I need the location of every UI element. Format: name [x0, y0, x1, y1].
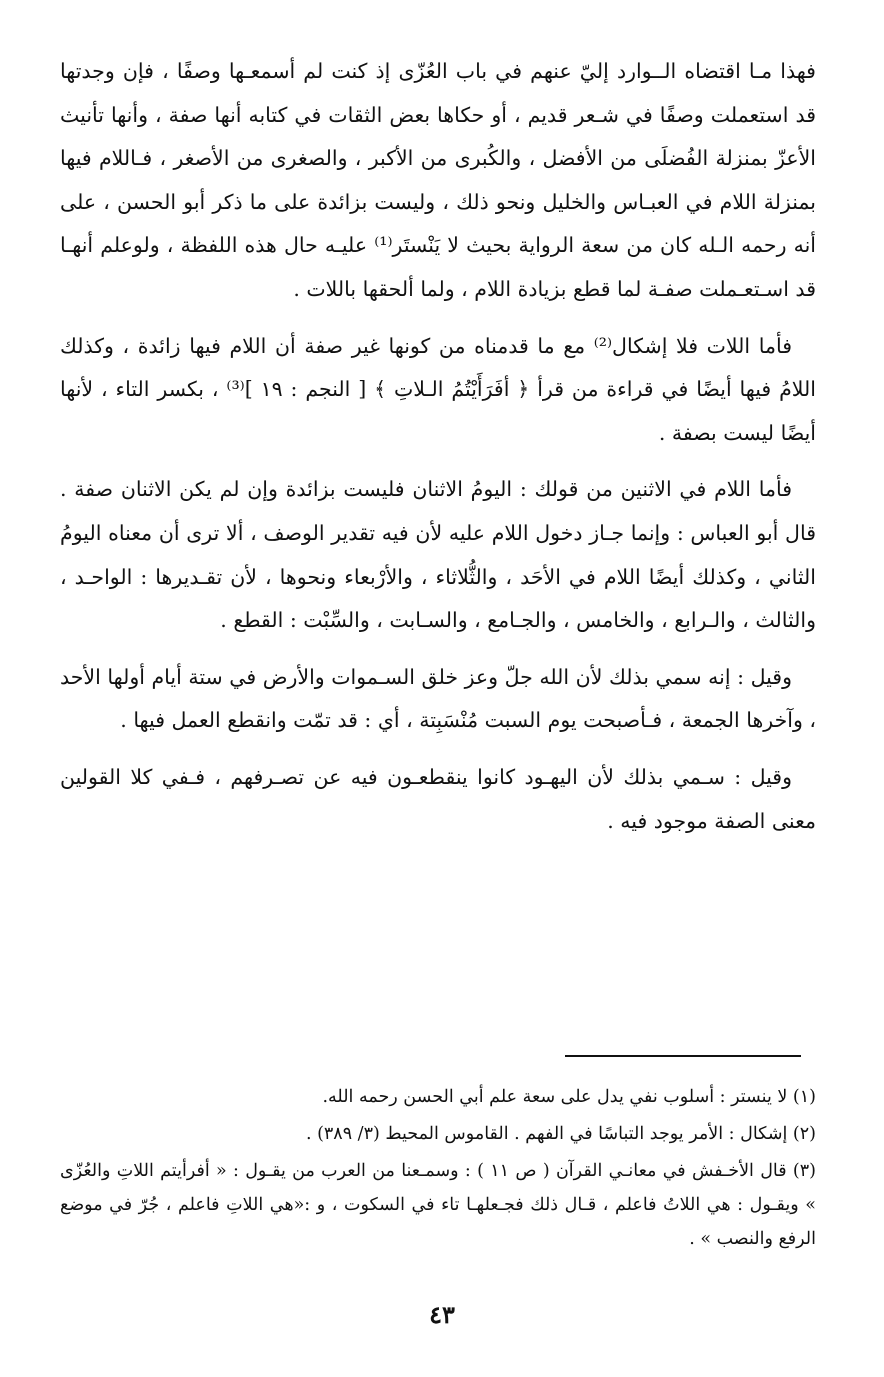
footnote-3: (٣) قال الأخـفش في معانـي القرآن ( ص ١١ ) : وسمـعنا من العرب من يقـول : « أفرأيتم اللاتِ والعُزّى » ويقـول : هي اللاتُ فاعلم ، قـال ذلك فجـعلهـا تاء في السكوت ، و :«هي اللاتِ فاعلم ، جُرّ في موضع الرفع والنصب » .	[60, 1161, 816, 1249]
footnote-1: (١) لا ينستر : أسلوب نفي يدل على سعة علم أبي الحسن رحمه الله.	[322, 1087, 816, 1107]
main-text	[60, 50, 816, 856]
footnote-separator	[565, 1055, 801, 1057]
paragraph-3: فأما اللام في الاثنين من قولك : اليومُ الاثنان فليست بزائدة وإن لم يكن الاثنان صفة . قال أبو العباس : وإنما جـاز دخول اللام عليه لأن فيه تقدير الوصف ، ألا ترى أن معناه اليومُ الثاني ، وكذلك أيضًا اللام في الأحَد ، والثُّلاثاء ، والأرْبعاء ونحوها ، لأن تقـديرها : الواحـد ، والثالث ، والـرابع ، والخامس ، والجـامع ، والسـابت ، والسِّبْت : القطع .	[60, 477, 816, 633]
paragraph-5: وقيل : سـمي بذلك لأن اليهـود كانوا ينقطعـون فيه عن تصـرفهم ، فـفي كلا القولين معنى الصفة موجود فيه .	[60, 764, 816, 833]
paragraph-1: فهذا مـا اقتضاه الــوارد إليّ عنهم في باب العُزّى إذ كنت لم أسمعـها وصفًا ، فإن وجدتها قد استعملت وصفًا في شـعر قديم ، أو حكاها بعض الثقات في كتابه أنها صفة ، وأنها تأنيث الأعزّ بمنزلة الفُضلَى من الأفضل ، والكُبرى من الأكبر ، والصغرى من الأصغر ، فـاللام فيها بمنزلة اللام في العبـاس والخليل ونحو ذلك ، وليست بزائدة على ما ذكر أبو الحسن ، على أنه رحمه الـله كان من سعة الرواية بحيث لا يَنْستَر⁽¹⁾ عليـه حال هذه اللفظة ، ولوعلم أنهـا قد اسـتعـملت صفـة لما قطع بزيادة اللام ، ولما ألحقها باللات .	[60, 59, 817, 301]
footnote-2: (٢) إشكال : الأمر يوجد التباسًا في الفهم . القاموس المحيط (٣/ ٣٨٩) .	[305, 1124, 816, 1144]
paragraph-4: وقيل : إنه سمي بذلك لأن الله جلّ وعز خلق السـموات والأرض في ستة أيام أولها الأحد ، وآخرها الجمعة ، فـأصبحت يوم السبت مُنْسَبِتة ، أي : قد تمّت وانقطع العمل فيها .	[60, 664, 816, 733]
page-number: ٤٣	[429, 1300, 455, 1329]
footnotes	[60, 1080, 816, 1259]
paragraph-2: فأما اللات فلا إشكال⁽²⁾ مع ما قدمناه من كونها غير صفة أن اللام فيها زائدة ، وكذلك اللامُ فيها أيضًا في قراءة من قرأ ﴿ أفَرَأَيْتُمُ الـلاتِ ﴾ [ النجم : ١٩ ]⁽³⁾ ، بكسر التاء ، لأنها أيضًا ليست بصفة .	[60, 333, 816, 445]
